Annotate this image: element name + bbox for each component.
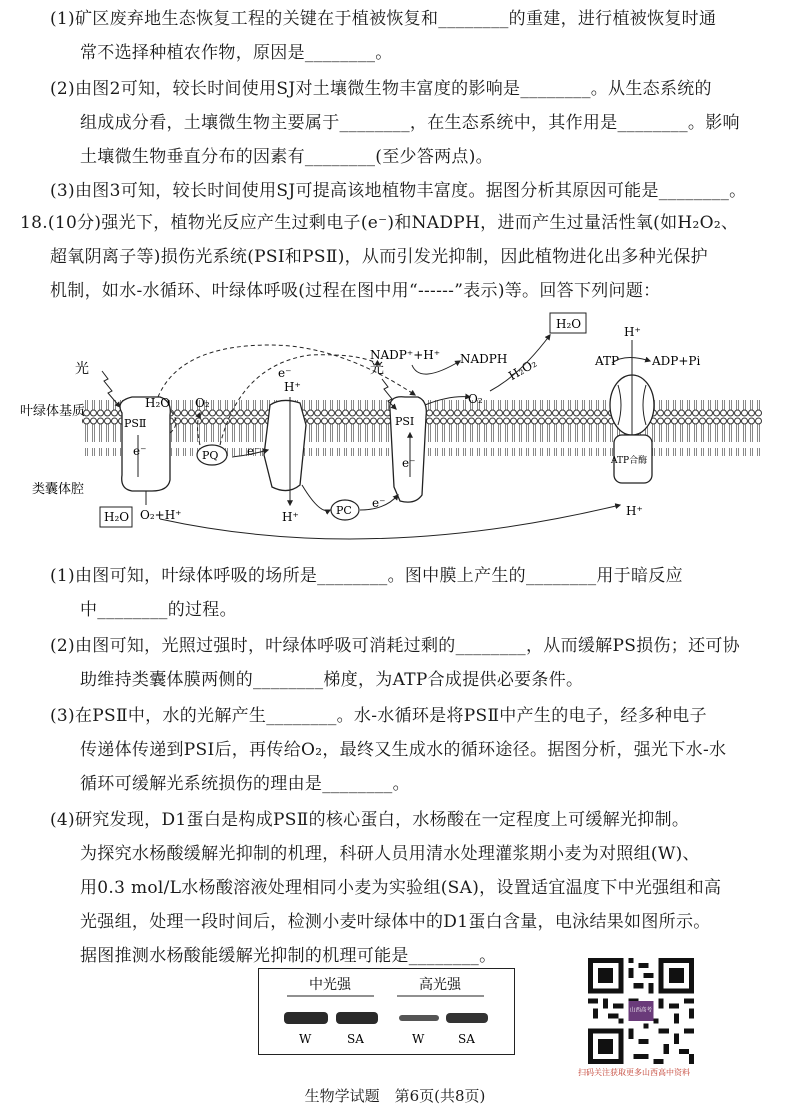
q17-part2-line2: 组成成分看，土壤微生物主要属于________，在生态系统中，其作用是________。影响 bbox=[80, 113, 740, 133]
q18-part1-line1: (1)由图可知，叶绿体呼吸的场所是________。图中膜上产生的________用于暗反应 bbox=[50, 566, 683, 586]
band-medium-sa bbox=[336, 1012, 378, 1024]
qr-caption: 扫码关注获取更多山西高中资料 bbox=[578, 1068, 690, 1077]
light-label-right: 光 bbox=[370, 361, 384, 377]
electrophoresis-svg bbox=[259, 969, 514, 1054]
lumen-label: 类囊体腔 bbox=[32, 482, 85, 497]
q17-part3-line1: (3)由图3可知，较长时间使用SJ可提高该地植物丰富度。据图分析其原因可能是________。 bbox=[50, 181, 747, 201]
pq-electron-label: e⁻ bbox=[247, 444, 261, 458]
nadph-label: NADPH bbox=[460, 352, 508, 366]
psi-label: PSⅠ bbox=[395, 415, 415, 428]
band-high-w bbox=[399, 1015, 439, 1021]
qr-code-icon[interactable] bbox=[588, 958, 694, 1064]
band-medium-w bbox=[284, 1012, 328, 1024]
high-light-label: 高光强 bbox=[419, 977, 461, 993]
q18-intro-line1: 18.(10分)强光下，植物光反应产生过剩电子(e⁻)和NADPH，进而产生过量活性氧(如H₂O₂、 bbox=[20, 213, 739, 233]
q18-part2-line1: (2)由图可知，光照过强时，叶绿体呼吸可消耗过剩的________，从而缓解PS损伤；还可协 bbox=[50, 636, 740, 656]
adp-pi-label: ADP+Pi bbox=[652, 354, 701, 368]
qr-center-logo-text: 山西高考 bbox=[629, 1007, 653, 1014]
electrophoresis-figure bbox=[258, 968, 515, 1055]
q18-part4-line1: (4)研究发现，D1蛋白是构成PSⅡ的核心蛋白，水杨酸在一定程度上可缓解光抑制。 bbox=[50, 810, 690, 830]
q18-intro-line2: 超氧阴离子等)损伤光系统(PSⅠ和PSⅡ)，从而引发光抑制，因此植物进化出多种光保护 bbox=[50, 247, 708, 267]
water-top-label: H₂O bbox=[145, 396, 171, 410]
h2o2-label: H₂O₂ bbox=[506, 355, 540, 384]
atp-proton-bottom: H⁺ bbox=[626, 504, 643, 518]
q18-part4-line4: 光强组，处理一段时间后，检测小麦叶绿体中的D1蛋白含量，电泳结果如图所示。 bbox=[80, 912, 711, 932]
q18-part2-line2: 助维持类囊体膜两侧的________梯度，为ATP合成提供必要条件。 bbox=[80, 670, 584, 690]
q18-part3-line2: 传递体传递到PSⅠ后，再传给O₂，最终又生成水的循环途径。据图分析，强光下水-水 bbox=[80, 740, 727, 760]
psi-electron-label: e⁻ bbox=[402, 456, 416, 470]
nadp-label: NADP⁺+H⁺ bbox=[370, 348, 441, 362]
oxygen-top-label: O₂ bbox=[195, 396, 210, 410]
water-box-right-label: H₂O bbox=[556, 317, 582, 331]
proton-gradient-arrow bbox=[160, 505, 620, 539]
q18-part1-line2: 中________的过程。 bbox=[80, 600, 237, 620]
oxygen-right-label: O₂ bbox=[468, 392, 483, 406]
nadph-arrow bbox=[412, 361, 460, 374]
q17-part2-line3: 土壤微生物垂直分布的因素有________(至少答两点)。 bbox=[80, 147, 493, 167]
cyt-proton-bottom: H⁺ bbox=[282, 510, 299, 524]
lane-medium-sa: SA bbox=[347, 1032, 364, 1046]
q18-part3-line3: 循环可缓解光系统损伤的理由是________。 bbox=[80, 774, 410, 794]
q18-part4-line3: 用0.3 mol/L水杨酸溶液处理相同小麦为实验组(SA)，设置适宜温度下中光强组和高 bbox=[80, 878, 722, 898]
q17-part2-line1: (2)由图2可知，较长时间使用SJ对土壤微生物丰富度的影响是________。从生态系统的 bbox=[50, 79, 712, 99]
thylakoid-diagram bbox=[20, 305, 765, 545]
psi-complex bbox=[390, 397, 427, 502]
pc-label: PC bbox=[336, 504, 352, 517]
water-box-label: H₂O bbox=[104, 510, 130, 524]
medium-light-label: 中光强 bbox=[309, 977, 351, 993]
page-footer: 生物学试题 第6页(共8页) bbox=[304, 1087, 486, 1105]
oxygen-proton-label: O₂+H⁺ bbox=[140, 508, 182, 522]
psii-label: PSⅡ bbox=[124, 417, 147, 430]
q18-part4-line2: 为探究水杨酸缓解光抑制的机理，科研人员用清水处理灌浆期小麦为对照组(W)、 bbox=[80, 844, 700, 864]
q17-part1-line2: 常不选择种植农作物，原因是________。 bbox=[80, 43, 393, 63]
stroma-label: 叶绿体基质 bbox=[20, 404, 86, 419]
atp-label: ATP bbox=[595, 354, 620, 368]
q18-intro-line3: 机制，如水-水循环、叶绿体呼吸(过程在图中用“------”表示)等。回答下列问题： bbox=[50, 281, 661, 301]
lane-medium-w: W bbox=[299, 1032, 312, 1046]
atp-proton-top: H⁺ bbox=[624, 325, 641, 339]
lane-high-sa: SA bbox=[458, 1032, 475, 1046]
pc-electron-label: e⁻ bbox=[372, 496, 386, 510]
q18-part4-line5: 据图推测水杨酸能缓解光抑制的机理可能是________。 bbox=[80, 946, 497, 966]
cytochrome-complex bbox=[264, 400, 306, 490]
atp-synthase-label: ATP合酶 bbox=[611, 456, 648, 466]
psii-electron-label: e⁻ bbox=[133, 444, 147, 458]
band-high-sa bbox=[446, 1013, 488, 1023]
pq-label: PQ bbox=[202, 449, 219, 462]
q17-part1-line1: (1)矿区废弃地生态恢复工程的关键在于植被恢复和________的重建，进行植被恢复时通 bbox=[50, 9, 717, 29]
lane-high-w: W bbox=[412, 1032, 425, 1046]
cyt-proton-top: H⁺ bbox=[284, 380, 301, 394]
light-label-left: 光 bbox=[75, 361, 89, 377]
cyt-electron-label: e⁻ bbox=[278, 366, 292, 380]
q18-part3-line1: (3)在PSⅡ中，水的光解产生________。水-水循环是将PSⅡ中产生的电子，经多种电子 bbox=[50, 706, 707, 726]
cyt-to-pc-arrow bbox=[302, 485, 330, 511]
